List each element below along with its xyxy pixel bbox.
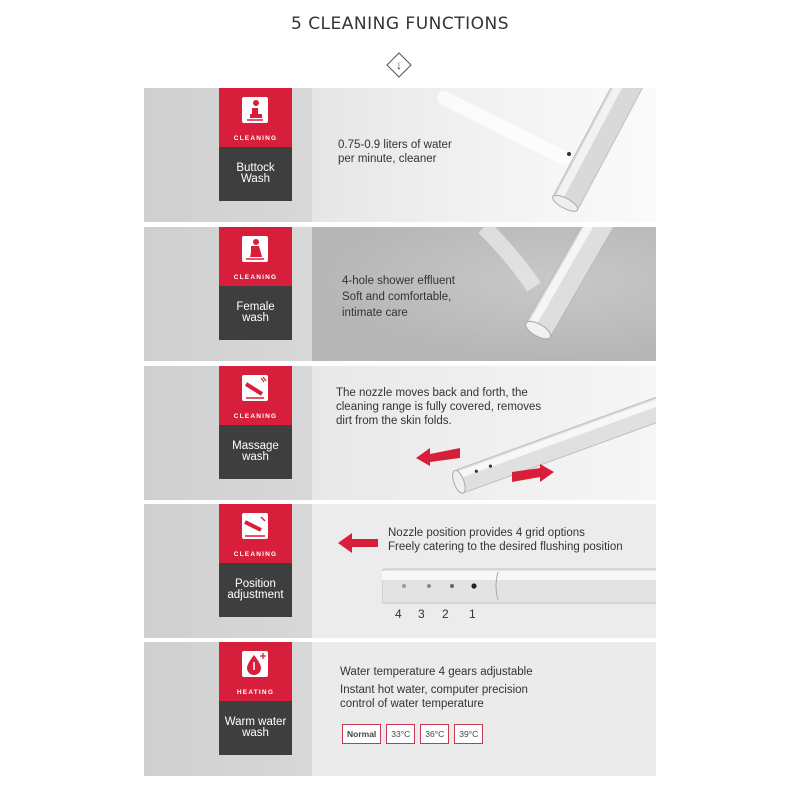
function-badge: HEATING Warm water wash (219, 642, 292, 755)
nozzle-image (382, 566, 656, 606)
row-female-wash (144, 227, 656, 361)
position-label: 3 (418, 607, 425, 621)
row-massage-wash (144, 366, 656, 500)
row-position-adjustment (144, 504, 656, 638)
function-badge: CLEANING Female wash (219, 227, 292, 340)
female-wash-icon (241, 235, 269, 263)
temperature-options (342, 724, 483, 744)
nozzle-image (424, 227, 656, 361)
left-arrow-icon (414, 444, 464, 466)
right-arrow-icon (510, 464, 556, 486)
nozzle-image (424, 88, 656, 222)
function-description: 0.75-0.9 liters of water per minute, cleaner (338, 139, 452, 165)
function-name: Warm water wash (219, 701, 292, 755)
left-arrow-icon (336, 531, 380, 555)
temp-option-36[interactable]: 36°C (420, 724, 449, 744)
position-adjust-icon (241, 512, 269, 540)
function-name: Position adjustment (219, 563, 292, 617)
function-badge: CLEANING Buttock Wash (219, 88, 292, 201)
position-label: 2 (442, 607, 449, 621)
function-name: Buttock Wash (219, 147, 292, 201)
massage-wash-icon (241, 374, 269, 402)
position-label: 1 (469, 607, 476, 621)
function-description: The nozzle moves back and forth, the cleaning range is fully covered, removes dirt from the skin folds. (336, 387, 542, 427)
heating-drop-icon (241, 650, 269, 678)
position-label: 4 (395, 607, 402, 621)
function-badge: CLEANING Massage wash (219, 366, 292, 479)
page-title: 5 CLEANING FUNCTIONS (290, 14, 510, 34)
temp-option-39[interactable]: 39°C (454, 724, 483, 744)
function-description: 4-hole shower effluent Soft and comfortable, intimate care (342, 275, 455, 319)
function-name: Female wash (219, 286, 292, 340)
temp-option-33[interactable]: 33°C (386, 724, 415, 744)
down-arrow-icon: ↓ (386, 52, 412, 78)
function-description: Water temperature 4 gears adjustable Instant hot water, computer precision control of water temperature (340, 666, 533, 710)
row-buttock-wash (144, 88, 656, 222)
temp-option-normal[interactable]: Normal (342, 724, 381, 744)
function-badge: CLEANING Position adjustment (219, 504, 292, 617)
row-warm-water-wash (144, 642, 656, 776)
function-name: Massage wash (219, 425, 292, 479)
function-description: Nozzle position provides 4 grid options Freely catering to the desired flushing position (388, 527, 623, 553)
buttock-wash-icon (241, 96, 269, 124)
